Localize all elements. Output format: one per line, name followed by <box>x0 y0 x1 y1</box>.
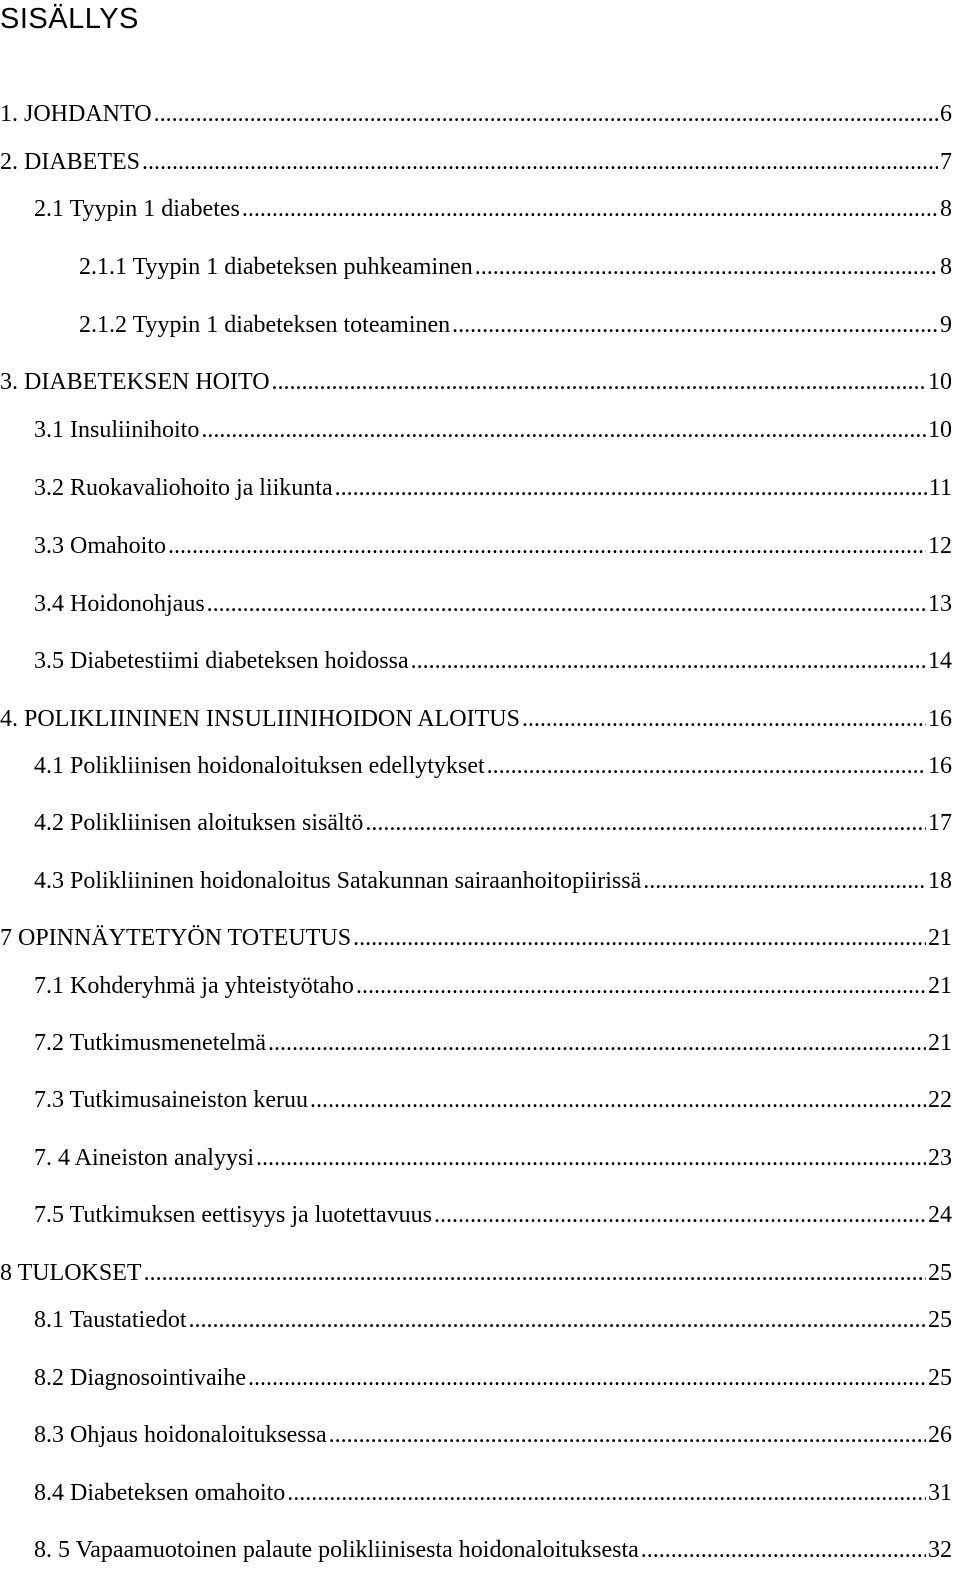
dot-leader <box>353 923 926 953</box>
toc-entry-page: 10 <box>928 417 952 443</box>
toc-entry-label: 2.1.1 Tyypin 1 diabeteksen puhkeaminen <box>79 254 473 280</box>
toc-entry-page: 8 <box>940 196 952 222</box>
toc-entry-label: 3.4 Hoidonohjaus <box>34 591 205 617</box>
toc-entry-page: 32 <box>928 1537 952 1563</box>
toc-entry-page: 11 <box>928 475 952 501</box>
toc-entry[interactable] <box>34 751 952 781</box>
toc-entry-label: 8.3 Ohjaus hoidonaloituksessa <box>34 1422 327 1448</box>
toc-entry-label: 2. DIABETES <box>0 149 140 175</box>
toc-entry-page: 21 <box>928 1030 952 1056</box>
dot-leader <box>310 1085 926 1115</box>
dot-leader <box>356 971 926 1001</box>
toc-entry[interactable] <box>34 1028 952 1058</box>
toc-entry[interactable] <box>34 589 952 619</box>
dot-leader <box>168 531 926 561</box>
toc-entry-page: 9 <box>940 312 952 338</box>
dot-leader <box>201 415 926 445</box>
toc-entry-label: 3.3 Omahoito <box>34 533 166 559</box>
toc-entry[interactable] <box>34 194 952 224</box>
dot-leader <box>641 1535 926 1565</box>
dot-leader <box>329 1420 926 1450</box>
toc-entry-label: 4.3 Polikliininen hoidonaloitus Satakunnan sairaanhoitopiirissä <box>34 868 642 894</box>
toc-entry-label: 3.1 Insuliinihoito <box>34 417 200 443</box>
toc-entry-label: 7. 4 Aineiston analyysi <box>34 1145 254 1171</box>
toc-entry-label: 2.1.2 Tyypin 1 diabeteksen toteaminen <box>79 312 451 338</box>
toc-entry-page: 10 <box>928 369 952 395</box>
dot-leader <box>287 1478 926 1508</box>
dot-leader <box>643 866 926 896</box>
toc-entry-label: 4. POLIKLIININEN INSULIINIHOIDON ALOITUS <box>0 706 520 732</box>
toc-entry-label: 7.3 Tutkimusaineiston keruu <box>34 1087 309 1113</box>
toc-entry-page: 25 <box>928 1365 952 1391</box>
toc-entry-page: 13 <box>928 591 952 617</box>
dot-leader <box>411 646 926 676</box>
toc-entry-page: 18 <box>928 868 952 894</box>
dot-leader <box>268 1028 926 1058</box>
toc-entry[interactable] <box>79 252 952 282</box>
toc-entry[interactable] <box>0 147 952 177</box>
dot-leader <box>475 252 938 282</box>
toc-entry[interactable] <box>34 971 952 1001</box>
toc-entry-label: 8.2 Diagnosointivaihe <box>34 1365 246 1391</box>
toc-entry[interactable] <box>34 1535 952 1565</box>
toc-entry[interactable] <box>34 1420 952 1450</box>
dot-leader <box>452 310 938 340</box>
dot-leader <box>154 99 938 129</box>
toc-entry[interactable] <box>34 1305 952 1335</box>
dot-leader <box>272 367 926 397</box>
toc-entry[interactable] <box>0 99 952 129</box>
toc-entry-page: 17 <box>928 810 952 836</box>
toc-entry[interactable] <box>34 415 952 445</box>
toc-entry-label: 3. DIABETEKSEN HOITO <box>0 369 270 395</box>
toc-entry-label: 3.2 Ruokavaliohoito ja liikunta <box>34 475 333 501</box>
dot-leader <box>142 147 938 177</box>
dot-leader <box>189 1305 926 1335</box>
toc-entry-page: 21 <box>928 925 952 951</box>
toc-entry-page: 23 <box>928 1145 952 1171</box>
toc-entry[interactable] <box>34 808 952 838</box>
toc-entry-label: 7.5 Tutkimuksen eettisyys ja luotettavuus <box>34 1202 433 1228</box>
dot-leader <box>522 704 926 734</box>
dot-leader <box>248 1363 926 1393</box>
toc-entry[interactable] <box>34 1478 952 1508</box>
toc-entry[interactable] <box>0 1258 952 1288</box>
toc-entry-label: 7.1 Kohderyhmä ja yhteistyötaho <box>34 973 354 999</box>
toc-entry[interactable] <box>34 473 952 503</box>
toc-entry[interactable] <box>0 704 952 734</box>
dot-leader <box>207 589 926 619</box>
toc-entry-label: 4.1 Polikliinisen hoidonaloituksen edellytykset <box>34 753 485 779</box>
page-title: SISÄLLYS <box>0 3 139 35</box>
toc-entry[interactable] <box>34 531 952 561</box>
toc-entry-page: 8 <box>940 254 952 280</box>
toc-entry-label: 1. JOHDANTO <box>0 101 152 127</box>
toc-entry-label: 7.2 Tutkimusmenetelmä <box>34 1030 267 1056</box>
toc-entry[interactable] <box>34 1363 952 1393</box>
toc-entry-label: 8.4 Diabeteksen omahoito <box>34 1480 286 1506</box>
dot-leader <box>487 751 926 781</box>
toc-entry-page: 7 <box>940 149 952 175</box>
toc-entry-label: 7 OPINNÄYTETYÖN TOTEUTUS <box>0 925 352 951</box>
toc-entry[interactable] <box>34 1085 952 1115</box>
toc-entry-page: 16 <box>928 753 952 779</box>
toc-entry-page: 14 <box>928 648 952 674</box>
dot-leader <box>242 194 938 224</box>
toc-entry-label: 8.1 Taustatiedot <box>34 1307 187 1333</box>
toc-entry[interactable] <box>0 367 952 397</box>
toc-entry-label: 3.5 Diabetestiimi diabeteksen hoidossa <box>34 648 409 674</box>
toc-entry-page: 16 <box>928 706 952 732</box>
toc-entry-page: 22 <box>928 1087 952 1113</box>
toc-entry-label: 8 TULOKSET <box>0 1260 142 1286</box>
toc-entry-page: 25 <box>928 1260 952 1286</box>
toc-entry-page: 21 <box>928 973 952 999</box>
toc-entry-page: 24 <box>928 1202 952 1228</box>
dot-leader <box>335 473 927 503</box>
toc-entry[interactable] <box>34 866 952 896</box>
dot-leader <box>434 1200 926 1230</box>
toc-entry-label: 4.2 Polikliinisen aloituksen sisältö <box>34 810 364 836</box>
dot-leader <box>365 808 926 838</box>
dot-leader <box>144 1258 926 1288</box>
toc-entry[interactable] <box>34 646 952 676</box>
toc-entry[interactable] <box>34 1143 952 1173</box>
toc-entry[interactable] <box>79 310 952 340</box>
toc-entry-page: 12 <box>928 533 952 559</box>
toc-entry[interactable] <box>34 1200 952 1230</box>
toc-entry-page: 6 <box>940 101 952 127</box>
toc-entry-page: 26 <box>928 1422 952 1448</box>
dot-leader <box>256 1143 926 1173</box>
toc-entry-label: 8. 5 Vapaamuotoinen palaute polikliinisesta hoidonaloituksesta <box>34 1537 639 1563</box>
toc-entry[interactable] <box>0 923 952 953</box>
toc-entry-label: 2.1 Tyypin 1 diabetes <box>34 196 240 222</box>
toc-entry-page: 25 <box>928 1307 952 1333</box>
toc-entry-page: 31 <box>928 1480 952 1506</box>
